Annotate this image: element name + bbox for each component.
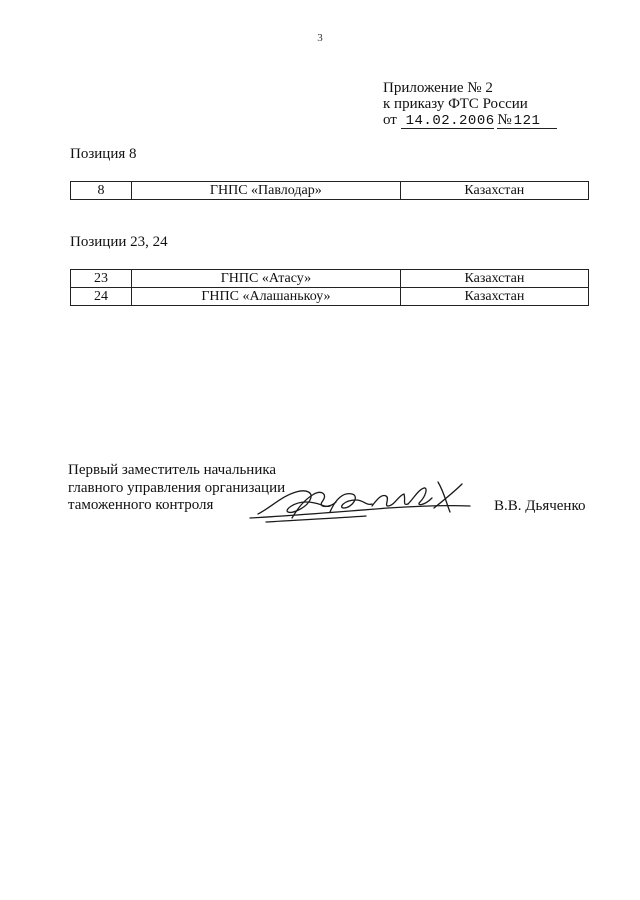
section-label-positions-23-24: Позиции 23, 24 (70, 234, 168, 250)
appendix-header (383, 80, 557, 129)
cell-country: Казахстан (400, 288, 588, 306)
page-number: 3 (317, 32, 323, 44)
cell-station: ГНПС «Алашанькоу» (132, 288, 401, 306)
table-row (71, 270, 589, 288)
signatory-name: В.В. Дьяченко (494, 498, 586, 514)
positions-table-1 (70, 181, 589, 200)
appendix-date-line (383, 112, 557, 129)
order-number: 121 (513, 113, 541, 129)
section-label-position-8: Позиция 8 (70, 146, 137, 162)
cell-country: Казахстан (400, 270, 588, 288)
table-row (71, 288, 589, 306)
position-line-3: таможенного контроля (68, 497, 214, 513)
order-number-field (497, 113, 557, 129)
order-date: 14.02.2006 (401, 114, 494, 129)
cell-country: Казахстан (400, 182, 588, 200)
cell-number: 8 (71, 182, 132, 200)
appendix-title: Приложение № 2 (383, 80, 493, 96)
cell-station: ГНПС «Павлодар» (131, 182, 400, 200)
cell-number: 24 (71, 288, 132, 306)
number-sign: № (497, 112, 512, 128)
position-line-1: Первый заместитель начальника (68, 462, 277, 478)
position-line-2: главного управления организации (68, 479, 286, 496)
positions-table-2 (70, 269, 589, 306)
cell-number: 23 (71, 270, 132, 288)
table-row (71, 182, 589, 200)
handwritten-signature (248, 478, 488, 538)
appendix-order-ref: к приказу ФТС России (383, 96, 528, 112)
date-prefix: от (383, 112, 397, 128)
cell-station: ГНПС «Атасу» (132, 270, 401, 288)
